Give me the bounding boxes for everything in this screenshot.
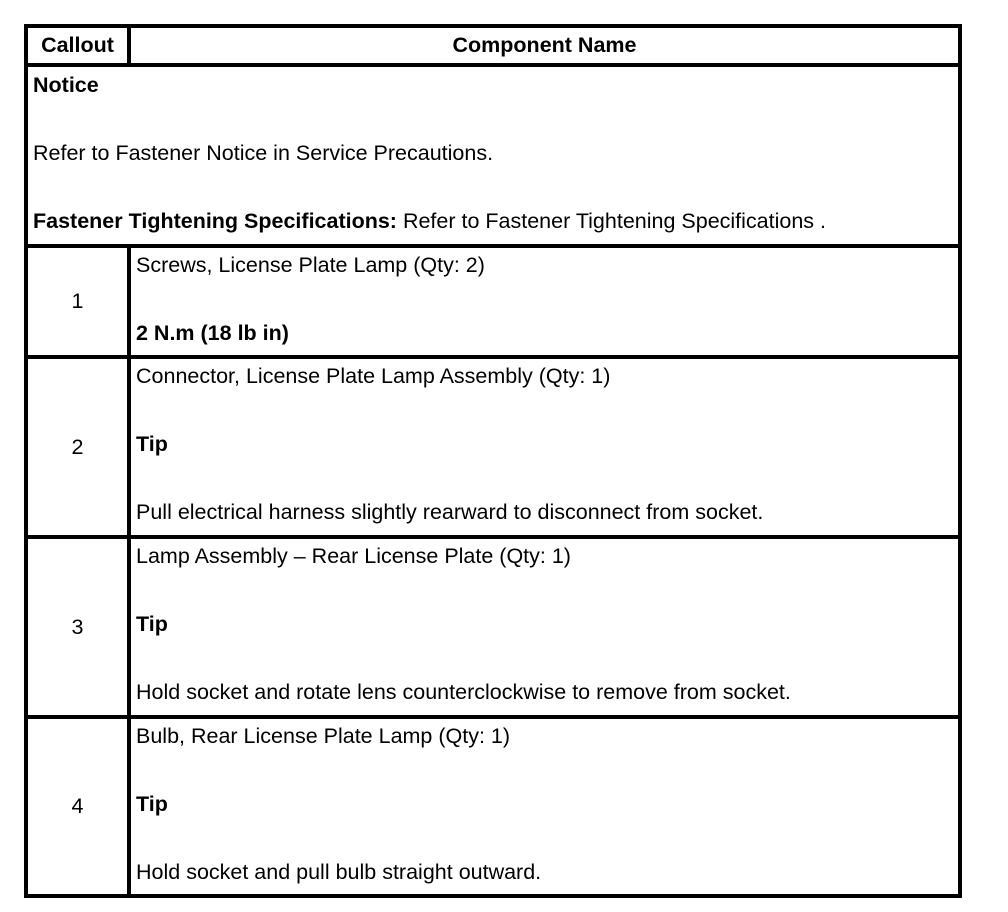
notice-title: Notice <box>33 73 99 97</box>
tip-text: Hold socket and rotate lens counterclockwise to remove from socket. <box>136 680 791 704</box>
callout-header: Callout <box>26 26 129 65</box>
tip-text: Hold socket and pull bulb straight outward. <box>136 860 542 884</box>
component-name: Lamp Assembly – Rear License Plate (Qty: 1) <box>136 544 571 568</box>
callout-number: 2 <box>26 357 129 537</box>
notice-text: Refer to Fastener Notice in Service Precautions. <box>33 141 494 165</box>
component-description <box>129 246 960 357</box>
component-table <box>24 24 962 898</box>
tip-label: Tip <box>136 792 168 816</box>
notice-row <box>26 65 960 246</box>
component-name: Screws, License Plate Lamp (Qty: 2) <box>136 253 485 277</box>
table-row <box>26 246 960 357</box>
component-name-header: Component Name <box>129 26 960 65</box>
fastener-spec-text: Refer to Fastener Tightening Specifications . <box>396 209 827 233</box>
table-row <box>26 717 960 896</box>
callout-number: 3 <box>26 537 129 717</box>
tip-label: Tip <box>136 432 168 456</box>
fastener-spec-label: Fastener Tightening Specifications: <box>33 209 397 233</box>
torque-spec: 2 N.m (18 lb in) <box>136 321 289 345</box>
component-description <box>129 717 960 896</box>
callout-number: 1 <box>26 246 129 357</box>
component-description <box>129 357 960 537</box>
fastener-spec-line <box>33 210 958 233</box>
component-name: Connector, License Plate Lamp Assembly (Qty: 1) <box>136 364 611 388</box>
component-name: Bulb, Rear License Plate Lamp (Qty: 1) <box>136 724 511 748</box>
table-row <box>26 357 960 537</box>
tip-label: Tip <box>136 612 168 636</box>
callout-number: 4 <box>26 717 129 896</box>
notice-cell <box>26 65 960 246</box>
table-header-row <box>26 26 960 65</box>
table-row <box>26 537 960 717</box>
component-description <box>129 537 960 717</box>
tip-text: Pull electrical harness slightly rearward to disconnect from socket. <box>136 500 764 524</box>
